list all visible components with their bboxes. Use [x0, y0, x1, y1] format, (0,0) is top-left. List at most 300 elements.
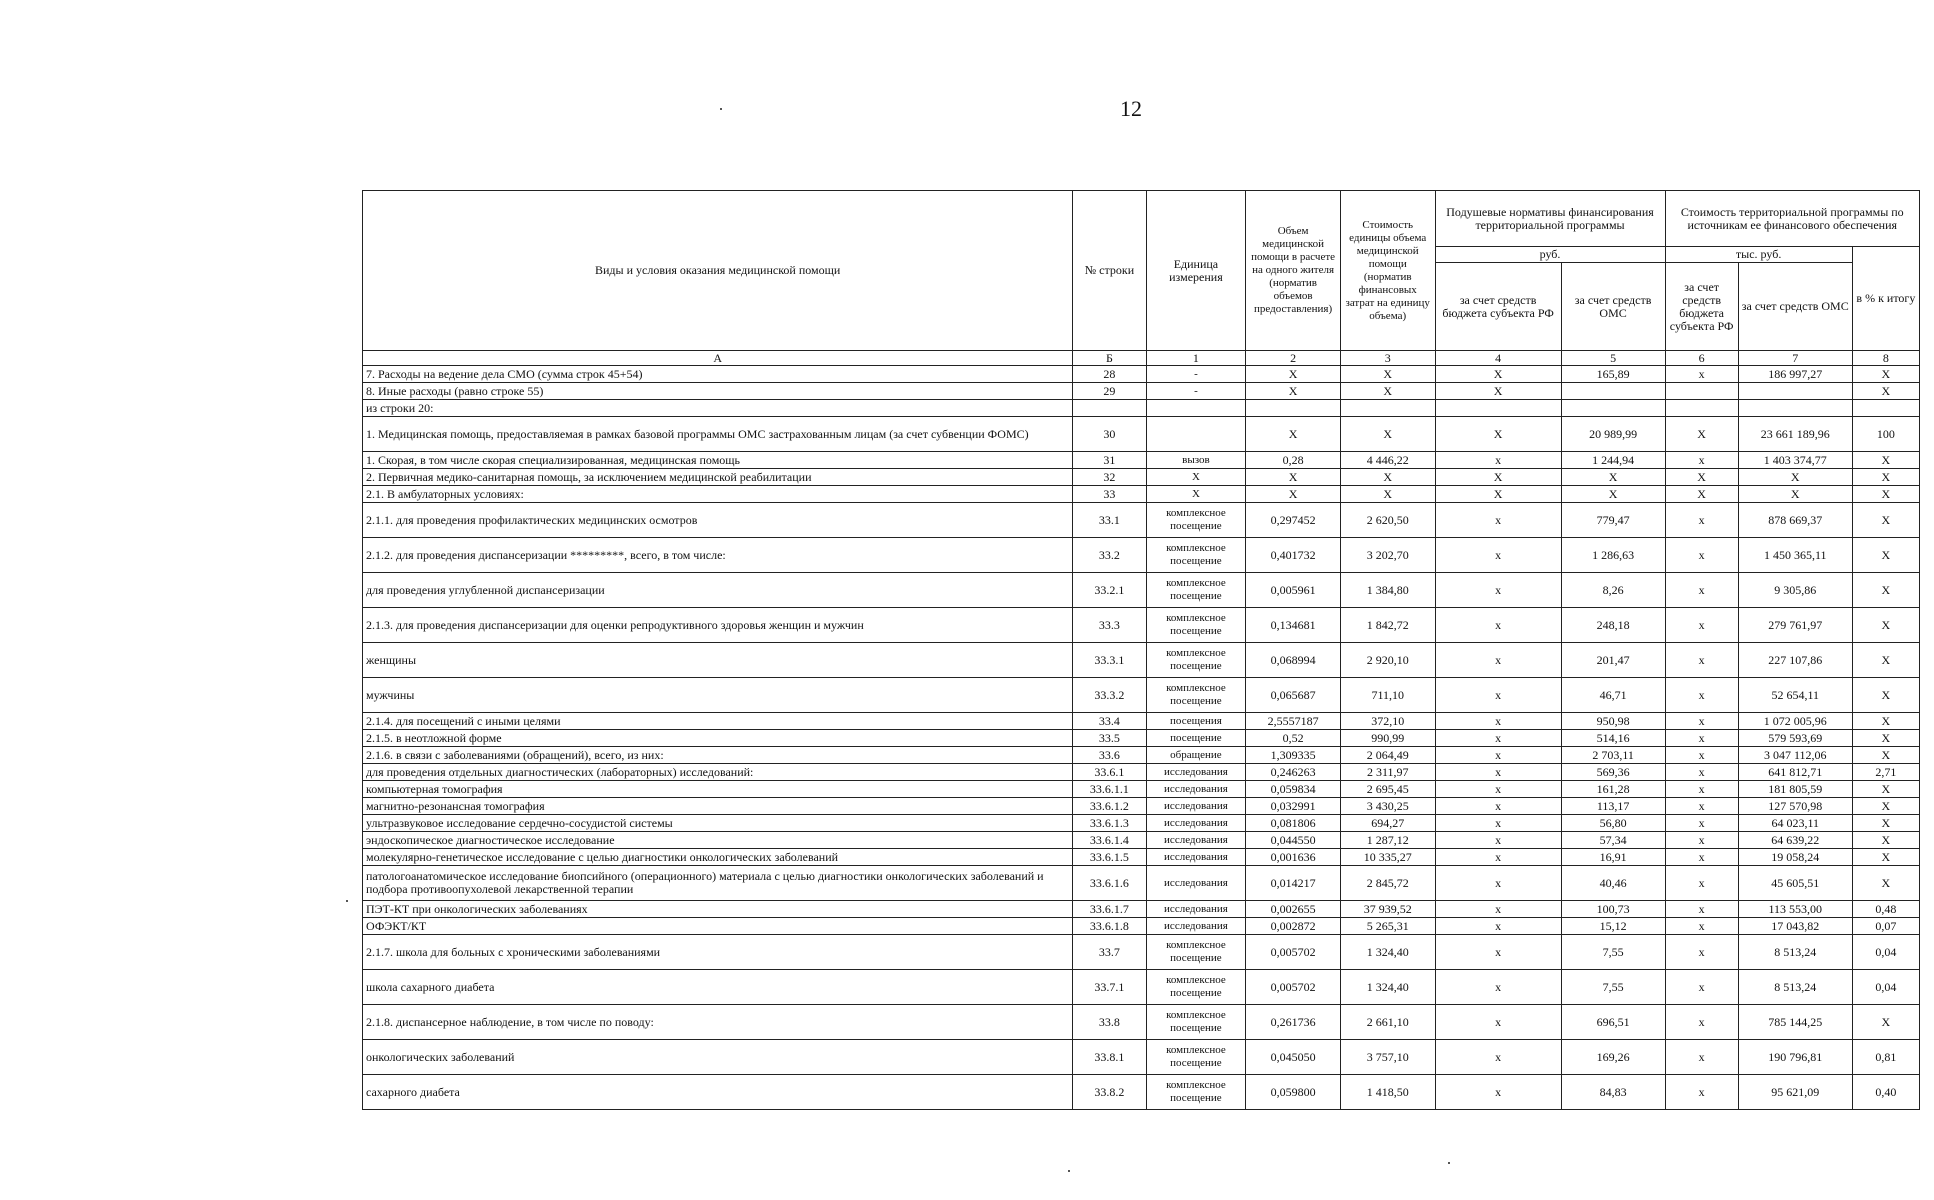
row-volume: 0,081806 — [1246, 815, 1341, 832]
header-name: Виды и условия оказания медицинской помощи — [363, 191, 1073, 351]
table-row — [363, 747, 1920, 764]
row-volume: 0,001636 — [1246, 849, 1341, 866]
row-volume: Х — [1246, 366, 1341, 383]
row-oms: 56,80 — [1561, 815, 1665, 832]
row-budget-total: х — [1665, 366, 1738, 383]
row-budget-total — [1665, 383, 1738, 400]
row-volume: Х — [1246, 417, 1341, 452]
row-name: 2.1. В амбулаторных условиях: — [363, 486, 1073, 503]
row-oms: 165,89 — [1561, 366, 1665, 383]
row-percent: Х — [1852, 538, 1919, 573]
row-number — [1073, 400, 1146, 417]
row-volume: Х — [1246, 469, 1341, 486]
row-unit-cost: 1 384,80 — [1340, 573, 1435, 608]
row-volume: 0,401732 — [1246, 538, 1341, 573]
row-percent: 100 — [1852, 417, 1919, 452]
row-budget-total: х — [1665, 503, 1738, 538]
row-number: 33.6.1.7 — [1073, 901, 1146, 918]
row-budget: х — [1435, 901, 1561, 918]
row-unit: вызов — [1146, 452, 1246, 469]
row-oms: 696,51 — [1561, 1005, 1665, 1040]
table-row — [363, 918, 1920, 935]
row-percent: Х — [1852, 608, 1919, 643]
table-body — [363, 366, 1920, 1110]
row-budget: х — [1435, 608, 1561, 643]
row-budget-total: х — [1665, 452, 1738, 469]
row-unit: комплексное посещение — [1146, 678, 1246, 713]
row-oms-total: 19 058,24 — [1738, 849, 1852, 866]
row-name: компьютерная томография — [363, 781, 1073, 798]
row-budget-total: х — [1665, 970, 1738, 1005]
table-row — [363, 935, 1920, 970]
row-name: мужчины — [363, 678, 1073, 713]
header-percent: в % к итогу — [1852, 247, 1919, 351]
row-percent: Х — [1852, 866, 1919, 901]
row-budget: х — [1435, 918, 1561, 935]
row-budget-total: х — [1665, 901, 1738, 918]
row-volume: 0,032991 — [1246, 798, 1341, 815]
row-budget: х — [1435, 678, 1561, 713]
row-oms: Х — [1561, 486, 1665, 503]
row-name: 7. Расходы на ведение дела СМО (сумма строк 45+54) — [363, 366, 1073, 383]
row-unit-cost: 10 335,27 — [1340, 849, 1435, 866]
row-percent: Х — [1852, 573, 1919, 608]
row-budget: х — [1435, 713, 1561, 730]
row-unit: исследования — [1146, 815, 1246, 832]
row-percent: Х — [1852, 713, 1919, 730]
row-percent: 0,04 — [1852, 970, 1919, 1005]
row-oms-total — [1738, 383, 1852, 400]
table-row — [363, 452, 1920, 469]
table-row — [363, 538, 1920, 573]
row-unit-cost: 694,27 — [1340, 815, 1435, 832]
row-oms-total: 181 805,59 — [1738, 781, 1852, 798]
row-oms-total: 127 570,98 — [1738, 798, 1852, 815]
row-budget: х — [1435, 643, 1561, 678]
row-oms-total: 23 661 189,96 — [1738, 417, 1852, 452]
row-unit: исследования — [1146, 832, 1246, 849]
row-oms: 248,18 — [1561, 608, 1665, 643]
row-number: 33.6 — [1073, 747, 1146, 764]
row-name: школа сахарного диабета — [363, 970, 1073, 1005]
row-budget: х — [1435, 503, 1561, 538]
row-budget: х — [1435, 970, 1561, 1005]
row-oms-total: 279 761,97 — [1738, 608, 1852, 643]
row-budget: х — [1435, 730, 1561, 747]
row-unit-cost: 1 324,40 — [1340, 970, 1435, 1005]
row-budget: х — [1435, 452, 1561, 469]
row-number: 31 — [1073, 452, 1146, 469]
row-budget-total: х — [1665, 1040, 1738, 1075]
row-percent: Х — [1852, 815, 1919, 832]
row-oms-total: 227 107,86 — [1738, 643, 1852, 678]
row-budget-total: х — [1665, 747, 1738, 764]
row-budget: х — [1435, 798, 1561, 815]
row-number: 33.6.1.5 — [1073, 849, 1146, 866]
row-name: ОФЭКТ/КТ — [363, 918, 1073, 935]
row-volume: 0,059800 — [1246, 1075, 1341, 1110]
letter-cell: 4 — [1435, 351, 1561, 366]
row-unit: комплексное посещение — [1146, 608, 1246, 643]
table-row — [363, 798, 1920, 815]
table-row — [363, 1075, 1920, 1110]
row-budget-total: х — [1665, 849, 1738, 866]
header-oms: за счет средств ОМС — [1561, 263, 1665, 351]
row-budget-total: х — [1665, 1005, 1738, 1040]
row-oms-total: 64 023,11 — [1738, 815, 1852, 832]
row-volume: 2,5557187 — [1246, 713, 1341, 730]
row-unit-cost: 5 265,31 — [1340, 918, 1435, 935]
row-number: 29 — [1073, 383, 1146, 400]
row-number: 33.1 — [1073, 503, 1146, 538]
row-number: 33.4 — [1073, 713, 1146, 730]
row-unit: - — [1146, 366, 1246, 383]
row-name: магнитно-резонансная томография — [363, 798, 1073, 815]
row-oms-total: 17 043,82 — [1738, 918, 1852, 935]
row-percent: Х — [1852, 832, 1919, 849]
row-name: 2.1.2. для проведения диспансеризации *********, всего, в том числе: — [363, 538, 1073, 573]
row-unit: исследования — [1146, 764, 1246, 781]
row-volume: 0,005702 — [1246, 935, 1341, 970]
row-name: для проведения отдельных диагностических (лабораторных) исследований: — [363, 764, 1073, 781]
row-percent: Х — [1852, 781, 1919, 798]
row-oms — [1561, 400, 1665, 417]
row-number: 33.7.1 — [1073, 970, 1146, 1005]
header-budget-2: за счет средств бюджета субъекта РФ — [1665, 263, 1738, 351]
row-number: 33.6.1.2 — [1073, 798, 1146, 815]
row-budget-total: х — [1665, 643, 1738, 678]
row-unit-cost — [1340, 400, 1435, 417]
header-letters-row — [363, 351, 1920, 366]
row-oms-total: 45 605,51 — [1738, 866, 1852, 901]
row-oms: 40,46 — [1561, 866, 1665, 901]
row-budget: Х — [1435, 366, 1561, 383]
row-budget: х — [1435, 1040, 1561, 1075]
row-oms: 779,47 — [1561, 503, 1665, 538]
header-norms-unit: руб. — [1435, 247, 1665, 263]
row-unit-cost: 2 311,97 — [1340, 764, 1435, 781]
row-unit: комплексное посещение — [1146, 643, 1246, 678]
table-row — [363, 866, 1920, 901]
header-unit: Единица измерения — [1146, 191, 1246, 351]
row-number: 33.2.1 — [1073, 573, 1146, 608]
row-percent: Х — [1852, 503, 1919, 538]
row-oms: 950,98 — [1561, 713, 1665, 730]
row-budget: х — [1435, 832, 1561, 849]
table-row — [363, 366, 1920, 383]
header-budget: за счет средств бюджета субъекта РФ — [1435, 263, 1561, 351]
row-volume: 0,059834 — [1246, 781, 1341, 798]
row-percent: Х — [1852, 469, 1919, 486]
row-volume: 1,309335 — [1246, 747, 1341, 764]
row-oms — [1561, 383, 1665, 400]
table-row — [363, 643, 1920, 678]
row-name: 1. Скорая, в том числе скорая специализированная, медицинская помощь — [363, 452, 1073, 469]
table-row — [363, 678, 1920, 713]
row-budget-total: х — [1665, 730, 1738, 747]
row-budget-total: х — [1665, 538, 1738, 573]
scan-speck — [720, 108, 722, 110]
row-volume: 0,002872 — [1246, 918, 1341, 935]
row-unit-cost: 3 430,25 — [1340, 798, 1435, 815]
program-table-container — [362, 190, 1920, 1110]
letter-cell: 8 — [1852, 351, 1919, 366]
row-number: 32 — [1073, 469, 1146, 486]
row-unit-cost: 1 418,50 — [1340, 1075, 1435, 1110]
row-volume: 0,52 — [1246, 730, 1341, 747]
row-name: патологоанатомическое исследование биопсийного (операционного) материала с целью диагностики онкологических заболеваний и подбора противоопухолевой лекарственной терапии — [363, 866, 1073, 901]
row-unit-cost: 2 620,50 — [1340, 503, 1435, 538]
row-unit-cost: 2 845,72 — [1340, 866, 1435, 901]
row-unit: исследования — [1146, 901, 1246, 918]
row-oms: 514,16 — [1561, 730, 1665, 747]
row-budget-total: Х — [1665, 469, 1738, 486]
table-row — [363, 486, 1920, 503]
row-number: 33.3 — [1073, 608, 1146, 643]
row-unit: комплексное посещение — [1146, 503, 1246, 538]
row-number: 33.6.1.3 — [1073, 815, 1146, 832]
row-oms: 1 286,63 — [1561, 538, 1665, 573]
table-header — [363, 191, 1920, 366]
row-volume: 0,014217 — [1246, 866, 1341, 901]
row-name: 2.1.8. диспансерное наблюдение, в том числе по поводу: — [363, 1005, 1073, 1040]
row-unit: комплексное посещение — [1146, 1005, 1246, 1040]
header-group-norms: Подушевые нормативы финансирования территориальной программы — [1435, 191, 1665, 247]
letter-cell: 1 — [1146, 351, 1246, 366]
row-budget — [1435, 400, 1561, 417]
row-unit: обращение — [1146, 747, 1246, 764]
row-unit-cost: Х — [1340, 383, 1435, 400]
row-unit-cost: 3 202,70 — [1340, 538, 1435, 573]
row-unit-cost: 2 920,10 — [1340, 643, 1435, 678]
row-number: 33.8.1 — [1073, 1040, 1146, 1075]
row-volume: 0,005961 — [1246, 573, 1341, 608]
row-volume: 0,005702 — [1246, 970, 1341, 1005]
row-volume: Х — [1246, 383, 1341, 400]
row-unit: Х — [1146, 469, 1246, 486]
row-volume: Х — [1246, 486, 1341, 503]
row-oms-total: 878 669,37 — [1738, 503, 1852, 538]
row-budget: Х — [1435, 417, 1561, 452]
row-budget: х — [1435, 849, 1561, 866]
row-unit-cost: Х — [1340, 366, 1435, 383]
row-unit: комплексное посещение — [1146, 1075, 1246, 1110]
row-budget: х — [1435, 935, 1561, 970]
scan-speck — [1448, 1162, 1450, 1164]
table-row — [363, 764, 1920, 781]
row-oms-total: 579 593,69 — [1738, 730, 1852, 747]
table-row — [363, 970, 1920, 1005]
table-row — [363, 608, 1920, 643]
row-number: 33.2 — [1073, 538, 1146, 573]
row-unit-cost: Х — [1340, 417, 1435, 452]
row-budget: Х — [1435, 469, 1561, 486]
row-budget-total: х — [1665, 815, 1738, 832]
row-oms: 46,71 — [1561, 678, 1665, 713]
row-unit — [1146, 400, 1246, 417]
row-oms-total: 1 450 365,11 — [1738, 538, 1852, 573]
letter-cell: 2 — [1246, 351, 1341, 366]
row-unit: исследования — [1146, 866, 1246, 901]
row-unit-cost: 37 939,52 — [1340, 901, 1435, 918]
row-budget: х — [1435, 764, 1561, 781]
row-budget: х — [1435, 781, 1561, 798]
header-volume: Объем медицинской помощи в расчете на одного жителя (норматив объемов предоставления) — [1246, 191, 1341, 351]
row-unit-cost: Х — [1340, 486, 1435, 503]
row-unit: посещения — [1146, 713, 1246, 730]
row-unit: комплексное посещение — [1146, 935, 1246, 970]
header-cost-unit: тыс. руб. — [1665, 247, 1852, 263]
row-oms: 84,83 — [1561, 1075, 1665, 1110]
table-row — [363, 730, 1920, 747]
row-budget: х — [1435, 538, 1561, 573]
row-budget-total: х — [1665, 608, 1738, 643]
row-budget-total: х — [1665, 832, 1738, 849]
row-oms: 169,26 — [1561, 1040, 1665, 1075]
row-percent: Х — [1852, 849, 1919, 866]
row-number: 33.6.1.8 — [1073, 918, 1146, 935]
header-oms-2: за счет средств ОМС — [1738, 263, 1852, 351]
row-percent: Х — [1852, 643, 1919, 678]
row-unit-cost: 1 287,12 — [1340, 832, 1435, 849]
row-number: 33.7 — [1073, 935, 1146, 970]
scan-speck — [1068, 1170, 1070, 1172]
row-percent: Х — [1852, 747, 1919, 764]
row-percent: Х — [1852, 486, 1919, 503]
row-budget: х — [1435, 815, 1561, 832]
row-volume: 0,045050 — [1246, 1040, 1341, 1075]
row-budget-total: х — [1665, 678, 1738, 713]
row-unit: исследования — [1146, 798, 1246, 815]
row-number: 33.6.1.6 — [1073, 866, 1146, 901]
table-row — [363, 815, 1920, 832]
row-oms-total: 52 654,11 — [1738, 678, 1852, 713]
row-oms-total: 8 513,24 — [1738, 935, 1852, 970]
row-oms: 7,55 — [1561, 970, 1665, 1005]
letter-cell: 5 — [1561, 351, 1665, 366]
header-group-cost: Стоимость территориальной программы по источникам ее финансового обеспечения — [1665, 191, 1920, 247]
row-oms: 8,26 — [1561, 573, 1665, 608]
row-oms-total: 95 621,09 — [1738, 1075, 1852, 1110]
row-unit-cost: 1 842,72 — [1340, 608, 1435, 643]
row-budget: Х — [1435, 383, 1561, 400]
row-unit-cost: Х — [1340, 469, 1435, 486]
table-row — [363, 849, 1920, 866]
row-unit: Х — [1146, 486, 1246, 503]
row-budget-total — [1665, 400, 1738, 417]
row-name: женщины — [363, 643, 1073, 678]
table-row — [363, 417, 1920, 452]
row-name: 2. Первичная медико-санитарная помощь, за исключением медицинской реабилитации — [363, 469, 1073, 486]
row-percent: Х — [1852, 678, 1919, 713]
row-oms: 57,34 — [1561, 832, 1665, 849]
row-number: 33.5 — [1073, 730, 1146, 747]
row-oms: 7,55 — [1561, 935, 1665, 970]
row-budget-total: х — [1665, 866, 1738, 901]
row-oms-total: Х — [1738, 469, 1852, 486]
row-unit: комплексное посещение — [1146, 1040, 1246, 1075]
row-number: 33.6.1.4 — [1073, 832, 1146, 849]
row-name: сахарного диабета — [363, 1075, 1073, 1110]
letter-cell: А — [363, 351, 1073, 366]
program-table — [362, 190, 1920, 1110]
row-name: эндоскопическое диагностическое исследование — [363, 832, 1073, 849]
row-oms-total: Х — [1738, 486, 1852, 503]
table-row — [363, 503, 1920, 538]
row-percent: 0,04 — [1852, 935, 1919, 970]
row-oms: 201,47 — [1561, 643, 1665, 678]
row-oms: 100,73 — [1561, 901, 1665, 918]
row-unit-cost: 2 661,10 — [1340, 1005, 1435, 1040]
row-budget: х — [1435, 747, 1561, 764]
row-percent — [1852, 400, 1919, 417]
row-unit-cost: 990,99 — [1340, 730, 1435, 747]
row-name: 2.1.4. для посещений с иными целями — [363, 713, 1073, 730]
row-oms-total: 186 997,27 — [1738, 366, 1852, 383]
table-row — [363, 1005, 1920, 1040]
row-oms: 1 244,94 — [1561, 452, 1665, 469]
row-percent: 0,07 — [1852, 918, 1919, 935]
row-volume: 0,246263 — [1246, 764, 1341, 781]
table-row — [363, 781, 1920, 798]
row-unit: комплексное посещение — [1146, 538, 1246, 573]
row-percent: 0,48 — [1852, 901, 1919, 918]
row-unit-cost: 3 757,10 — [1340, 1040, 1435, 1075]
row-oms: 20 989,99 — [1561, 417, 1665, 452]
row-name: ультразвуковое исследование сердечно-сосудистой системы — [363, 815, 1073, 832]
row-number: 33.8 — [1073, 1005, 1146, 1040]
row-percent: Х — [1852, 452, 1919, 469]
row-oms: Х — [1561, 469, 1665, 486]
row-oms: 16,91 — [1561, 849, 1665, 866]
row-oms-total: 1 072 005,96 — [1738, 713, 1852, 730]
table-row — [363, 469, 1920, 486]
row-percent: 2,71 — [1852, 764, 1919, 781]
row-unit: - — [1146, 383, 1246, 400]
row-name: для проведения углубленной диспансеризации — [363, 573, 1073, 608]
row-oms-total: 785 144,25 — [1738, 1005, 1852, 1040]
table-row — [363, 573, 1920, 608]
row-oms: 569,36 — [1561, 764, 1665, 781]
row-volume: 0,134681 — [1246, 608, 1341, 643]
table-row — [363, 713, 1920, 730]
row-unit-cost: 1 324,40 — [1340, 935, 1435, 970]
row-unit: исследования — [1146, 918, 1246, 935]
row-budget-total: х — [1665, 1075, 1738, 1110]
row-budget-total: Х — [1665, 417, 1738, 452]
row-percent: Х — [1852, 1005, 1919, 1040]
row-percent: Х — [1852, 383, 1919, 400]
row-budget-total: х — [1665, 935, 1738, 970]
row-volume: 0,28 — [1246, 452, 1341, 469]
letter-cell: 3 — [1340, 351, 1435, 366]
row-oms: 2 703,11 — [1561, 747, 1665, 764]
row-unit-cost: 372,10 — [1340, 713, 1435, 730]
row-unit-cost: 2 064,49 — [1340, 747, 1435, 764]
row-percent: 0,40 — [1852, 1075, 1919, 1110]
row-number: 33.6.1.1 — [1073, 781, 1146, 798]
row-volume — [1246, 400, 1341, 417]
row-percent: Х — [1852, 366, 1919, 383]
row-unit-cost: 4 446,22 — [1340, 452, 1435, 469]
header-row-no: № строки — [1073, 191, 1146, 351]
row-budget-total: х — [1665, 781, 1738, 798]
row-oms-total: 1 403 374,77 — [1738, 452, 1852, 469]
row-volume: 0,044550 — [1246, 832, 1341, 849]
table-row — [363, 400, 1920, 417]
row-budget: х — [1435, 1005, 1561, 1040]
row-name: молекулярно-генетическое исследование с целью диагностики онкологических заболеваний — [363, 849, 1073, 866]
